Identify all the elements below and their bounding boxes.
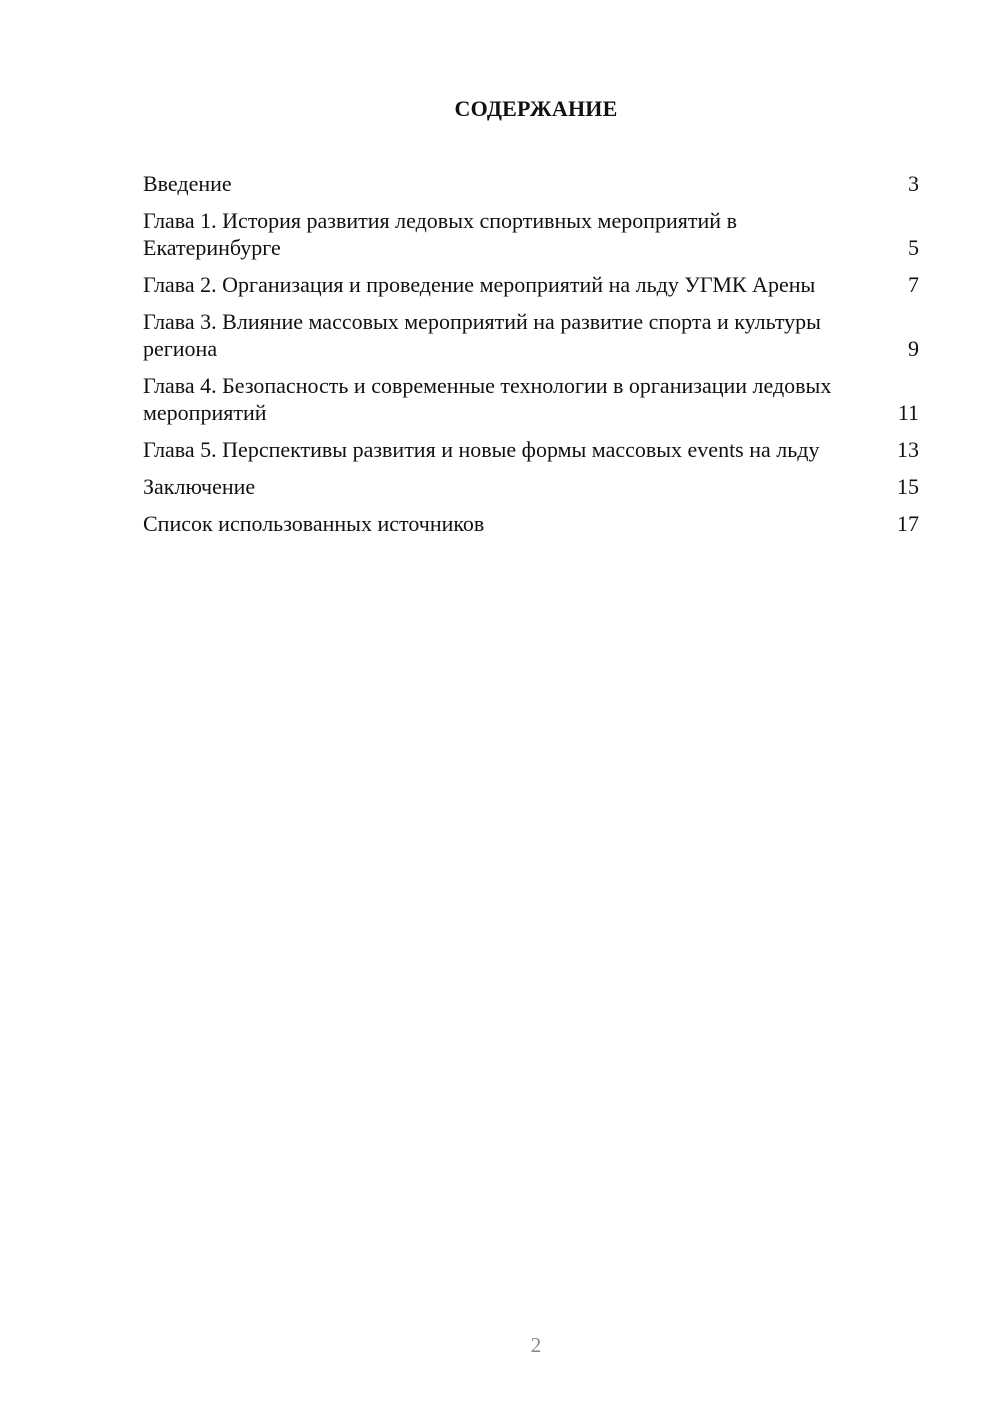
toc-entry-references: [143, 510, 919, 537]
toc-entry-page: 5: [908, 235, 919, 260]
toc-entry-chapter-1: [143, 207, 919, 261]
toc-entry-page: 3: [908, 171, 919, 196]
table-of-contents: [143, 170, 919, 547]
toc-entry-label: Глава 4. Безопасность и современные технологии в организации ледовых мероприятий: [143, 373, 832, 425]
toc-entry-introduction: [143, 170, 919, 197]
toc-entry-label: Глава 1. История развития ледовых спортивных мероприятий в Екатеринбурге: [143, 208, 737, 260]
toc-entry-label: Глава 3. Влияние массовых мероприятий на развитие спорта и культуры региона: [143, 309, 821, 361]
toc-entry-chapter-3: [143, 308, 919, 362]
toc-entry-page: 17: [897, 511, 919, 536]
toc-entry-label: Список использованных источников: [143, 511, 485, 536]
toc-entry-label: Глава 5. Перспективы развития и новые формы массовых events на льду: [143, 437, 820, 462]
toc-entry-label: Введение: [143, 171, 232, 196]
toc-entry-page: 13: [897, 437, 919, 462]
toc-entry-label: Глава 2. Организация и проведение мероприятий на льду УГМК Арены: [143, 272, 816, 297]
toc-entry-page: 11: [897, 400, 919, 425]
toc-entry-label: Заключение: [143, 474, 256, 499]
toc-entry-page: 7: [908, 272, 919, 297]
toc-entry-chapter-5: [143, 436, 919, 463]
toc-entry-page: 15: [897, 474, 919, 499]
page-title: СОДЕРЖАНИЕ: [454, 96, 618, 121]
toc-entry-chapter-4: [143, 372, 919, 426]
toc-entry-page: 9: [908, 336, 919, 361]
toc-entry-chapter-2: [143, 271, 919, 298]
toc-entry-conclusion: [143, 473, 919, 500]
page-number: 2: [530, 1333, 542, 1357]
